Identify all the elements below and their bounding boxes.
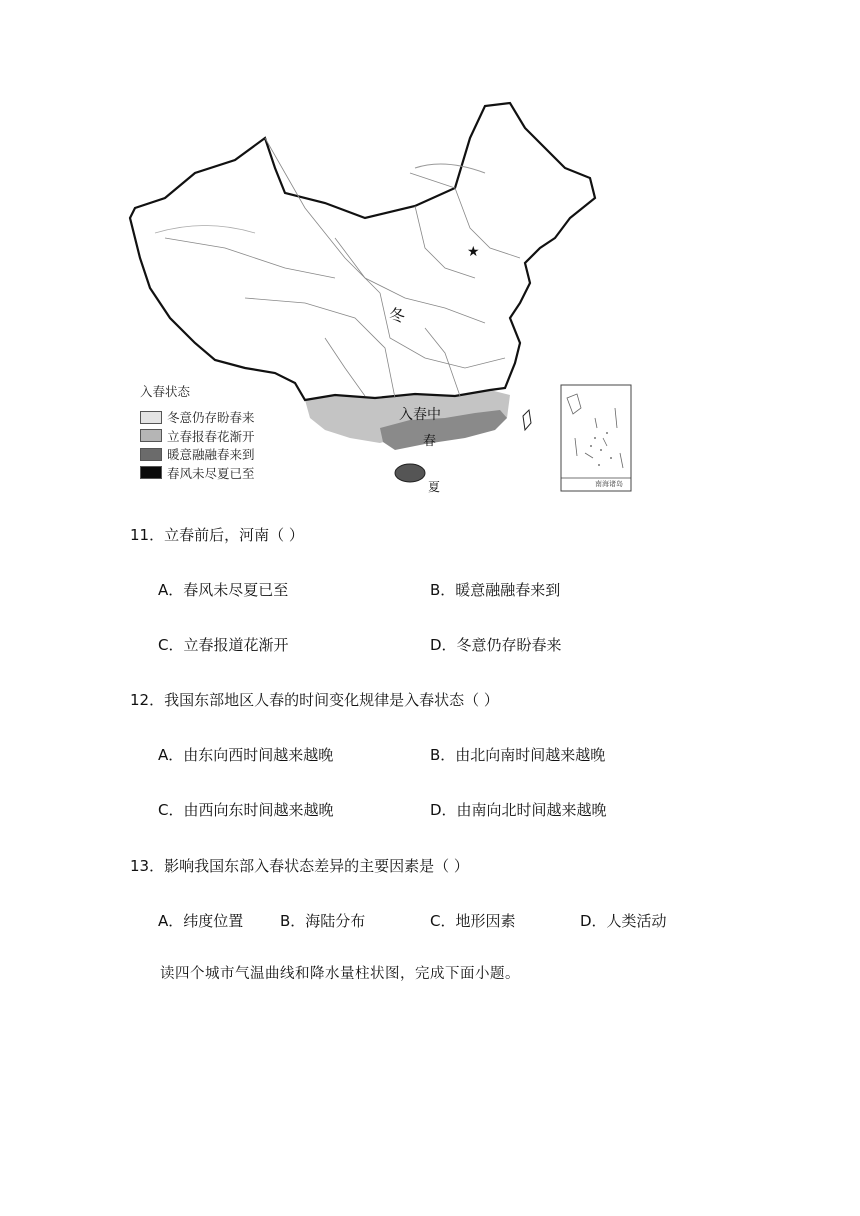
question-11-option-a[interactable]: A．春风未尽夏已至 [158, 581, 289, 599]
hainan-island [395, 464, 425, 482]
question-11-option-c[interactable]: C．立春报道花渐开 [158, 636, 289, 654]
section-intro: 读四个城市气温曲线和降水量柱状图，完成下面小题。 [160, 966, 520, 982]
question-12-option-d[interactable]: D．由南向北时间越来越晚 [430, 801, 607, 819]
capital-star-icon: ★ [467, 244, 480, 260]
question-13-option-b[interactable]: B．海陆分布 [280, 912, 366, 930]
question-13-option-d[interactable]: D．人类活动 [580, 912, 667, 930]
legend-label: 冬意仍存盼春来 [167, 410, 255, 426]
question-12-option-a[interactable]: A．由东向西时间越来越晚 [158, 746, 334, 764]
legend-title: 入春状态 [140, 384, 191, 399]
legend-item [140, 464, 255, 483]
label-spring: 春 [423, 434, 437, 449]
legend-label: 春风未尽夏已至 [167, 465, 255, 481]
question-11-option-d[interactable]: D．冬意仍存盼春来 [430, 636, 562, 654]
legend-item [140, 408, 255, 427]
question-13-option-a[interactable]: A．纬度位置 [158, 912, 244, 930]
question-12-option-c[interactable]: C．由西向东时间越来越晚 [158, 801, 334, 819]
map-legend [140, 382, 255, 482]
label-in-spring: 入春中 [399, 407, 441, 423]
legend-swatch [140, 466, 162, 479]
legend-swatch [140, 429, 162, 442]
legend-item [140, 445, 255, 464]
china-border [130, 103, 595, 400]
legend-label: 暖意融融春来到 [167, 447, 255, 463]
taiwan-island [523, 410, 531, 430]
legend-swatch [140, 448, 162, 461]
legend-item [140, 427, 255, 446]
label-summer: 夏 [428, 480, 441, 494]
question-11-option-b[interactable]: B．暖意融融春来到 [430, 581, 561, 599]
question-13-stem: 13．影响我国东部入春状态差异的主要因素是（ ） [130, 857, 469, 875]
label-winter: 冬 [389, 306, 406, 325]
question-12-stem: 12．我国东部地区人春的时间变化规律是入春状态（ ） [130, 691, 499, 709]
inset-caption: 南海诸岛 [595, 480, 623, 488]
legend-swatch [140, 411, 162, 424]
question-12-option-b[interactable]: B．由北向南时间越来越晚 [430, 746, 606, 764]
question-11-stem: 11．立春前后，河南（ ） [130, 526, 304, 544]
question-13-option-c[interactable]: C．地形因素 [430, 912, 516, 930]
legend-label: 立春报春花渐开 [167, 428, 255, 444]
